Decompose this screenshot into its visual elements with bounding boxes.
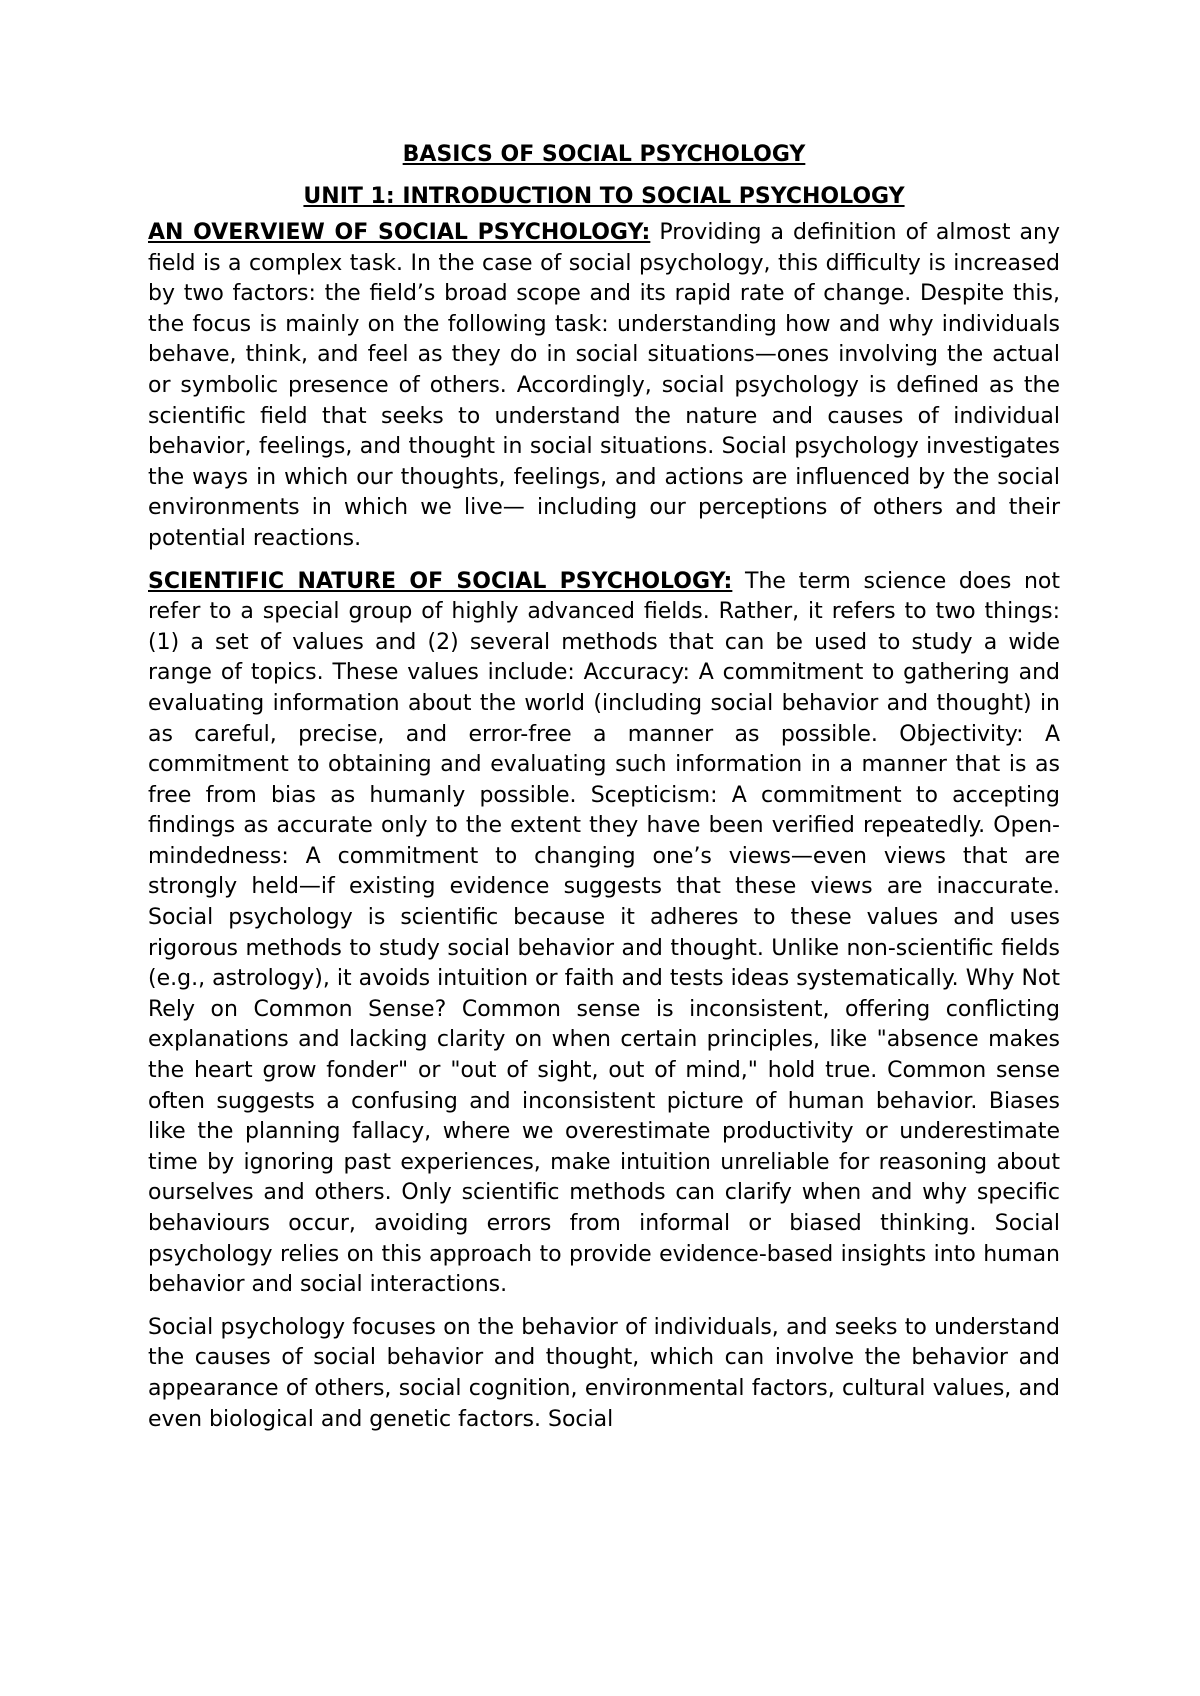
document-title: BASICS OF SOCIAL PSYCHOLOGY — [402, 142, 806, 167]
scientific-nature-heading: SCIENTIFIC NATURE OF SOCIAL PSYCHOLOGY: — [148, 568, 733, 594]
unit-title: UNIT 1: INTRODUCTION TO SOCIAL PSYCHOLOGY — [303, 184, 905, 209]
overview-body: Providing a definition of almost any field is a complex task. In the case of social psychology, this difficulty is increased by two factors: the field’s broad scope and its rapid rate of change. Despite this, the focus is mainly on the following task: understanding how and why individuals behave, think, and feel as they do in social situations—ones involving the actual or symbolic presence of others. Accordingly, social psychology is defined as the scientific field that seeks to understand the nature and causes of individual behavior, feelings, and thought in social situations. Social psychology investigates the ways in which our thoughts, feelings, and actions are influenced by the social environments in which we live— including our perceptions of others and their potential reactions. — [148, 220, 1060, 551]
document-page — [148, 140, 1060, 1447]
closing-paragraph: Social psychology focuses on the behavior of individuals, and seeks to understand the causes of social behavior and thought, which can involve the behavior and appearance of others, social cognition, environmental factors, cultural values, and even biological and genetic factors. Social — [148, 1314, 1060, 1432]
overview-paragraph — [148, 218, 1060, 555]
scientific-nature-paragraph — [148, 567, 1060, 1301]
overview-heading: AN OVERVIEW OF SOCIAL PSYCHOLOGY: — [148, 220, 651, 245]
scientific-nature-body: The term science does not refer to a special group of highly advanced fields. Rather, it refers to two things: (1) a set of values and (2) several methods that can be used to study a wide range of topics. These values include: Accuracy: A commitment to gathering and evaluating information about the world (including social behavior and thought) in as careful, precise, and error-free a manner as possible. Objectivity: A commitment to obtaining and evaluating such information in a manner that is as free from bias as humanly possible. Scepticism: A commitment to accepting findings as accurate only to the extent they have been verified repeatedly. Open-mindedness: A commitment to changing one’s views—even views that are strongly held—if existing evidence suggests that these views are inaccurate. Social psychology is scientific because it adheres to these values and uses rigorous methods to study social behavior and thought. Unlike non-scientific fields (e.g., astrology), it avoids intuition or faith and tests ideas systematically. Why Not Rely on Common Sense? Common sense is inconsistent, offering conflicting explanations and lacking clarity on when certain principles, like "absence makes the heart grow fonder" or "out of sight, out of mind," hold true. Common sense often suggests a confusing and inconsistent picture of human behavior. Biases like the planning fallacy, where we overestimate productivity or underestimate time by ignoring past experiences, make intuition unreliable for reasoning about ourselves and others. Only scientific methods can clarify when and why specific behaviours occur, avoiding errors from informal or biased thinking. Social psychology relies on this approach to provide evidence-based insights into human behavior and social interactions. — [148, 568, 1061, 1298]
